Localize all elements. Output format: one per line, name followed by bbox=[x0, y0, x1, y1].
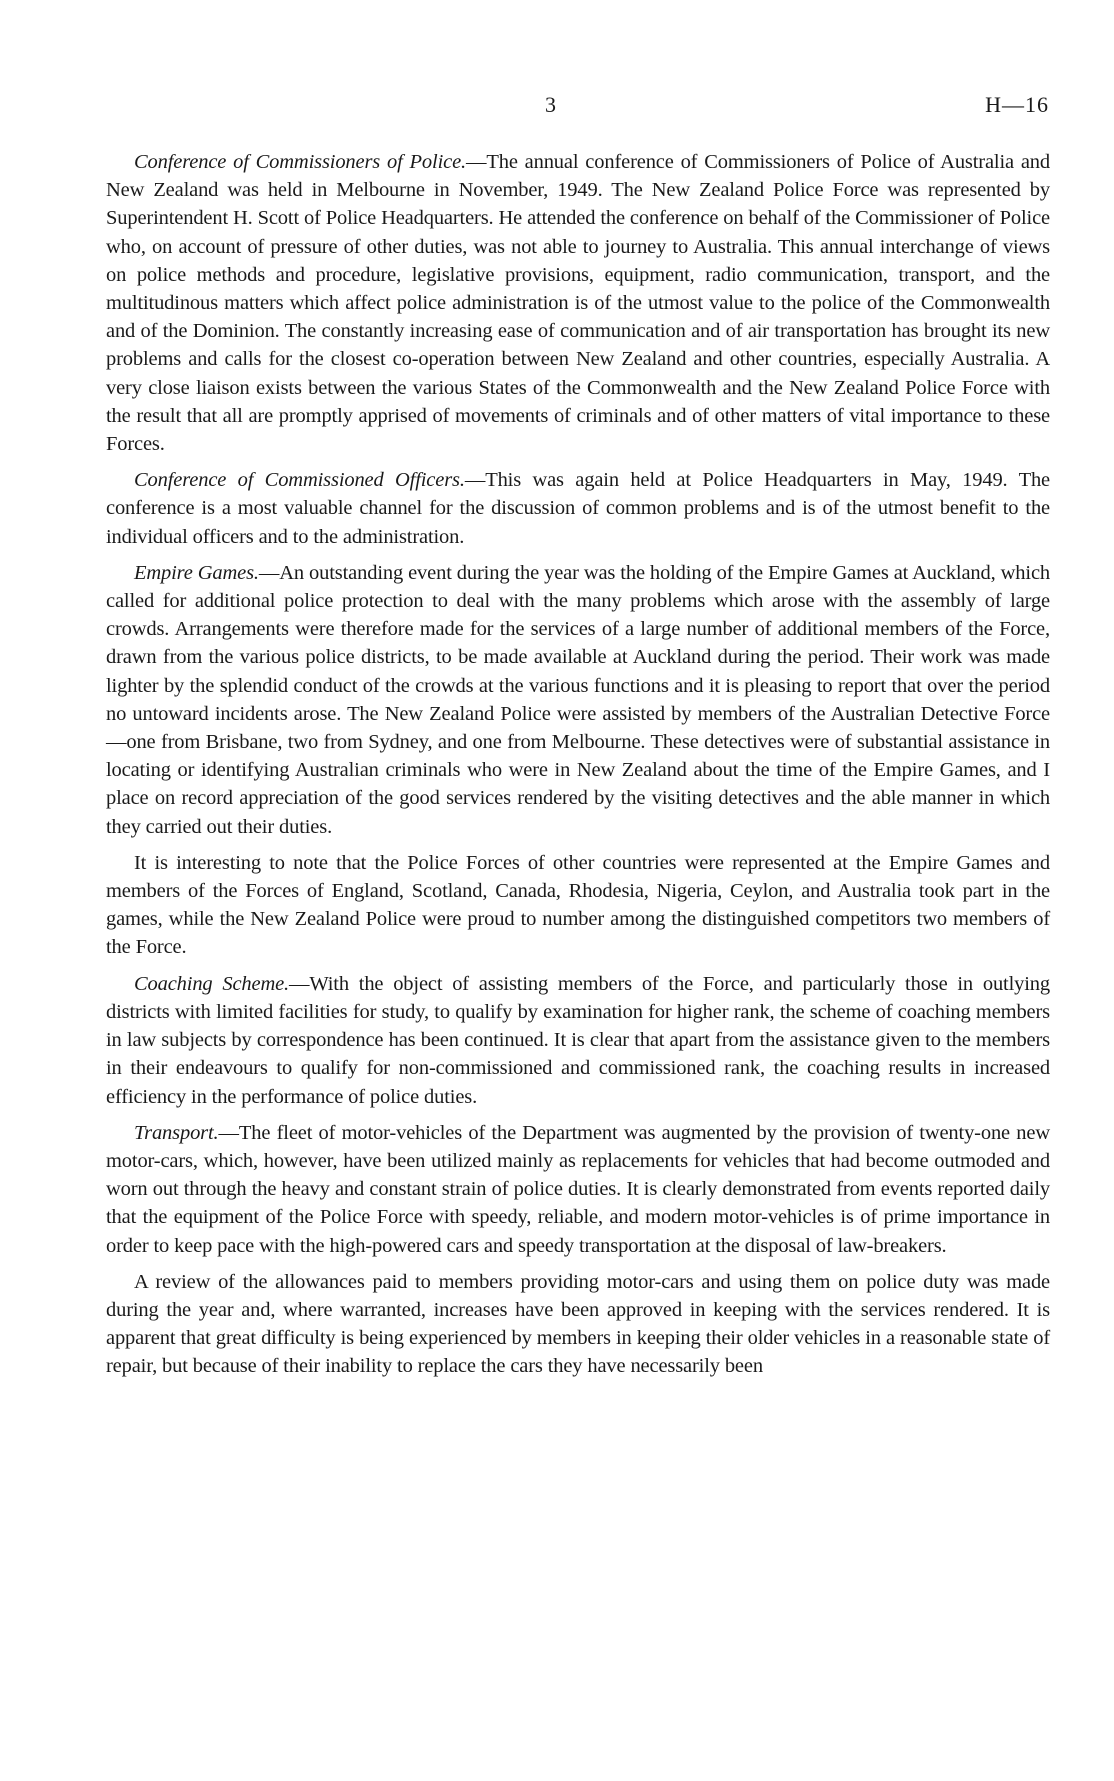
paragraph-empire-games bbox=[106, 559, 1050, 841]
report-code: H—16 bbox=[985, 92, 1049, 117]
paragraph-allowances-review bbox=[106, 1268, 1050, 1381]
paragraph-transport bbox=[106, 1119, 1050, 1260]
paragraph-officers-conference bbox=[106, 466, 1050, 551]
paragraph-heading: Conference of Commissioners of Police. bbox=[134, 151, 466, 173]
page-header bbox=[0, 92, 1114, 122]
paragraph-body: —The fleet of motor-vehicles of the Department was augmented by the provision of twenty-one new motor-cars, which, however, have been utilized mainly as replacements for vehicles that had become outmoded and worn out through the heavy and constant strain of police duties. It is clearly demonstrated from events reported daily that the equipment of the Police Force with speedy, reliable, and modern motor-vehicles is of prime importance in order to keep pace with the high-powered cars and speedy transportation at the disposal of law-breakers. bbox=[106, 1121, 1050, 1257]
body-text bbox=[106, 148, 1050, 1389]
paragraph-body: —An outstanding event during the year was the holding of the Empire Games at Auckland, which called for additional police protection to deal with the many problems which arose with the assembly of large crowds. Arrangements were therefore made for the services of a large number of additional members of the Force, drawn from the various police districts, to be made available at Auckland during the period. Their work was made lighter by the splendid conduct of the crowds at the various functions and it is pleasing to report that over the period no untoward incidents arose. The New Zealand Police were assisted by members of the Australian Detective Force—one from Brisbane, two from Sydney, and one from Melbourne. These detectives were of substantial assistance in locating or identifying Australian criminals who were in New Zealand about the time of the Empire Games, and I place on record appreciation of the good services rendered by the visiting detectives and the able manner in which they carried out their duties. bbox=[106, 561, 1050, 838]
paragraph-body: A review of the allowances paid to members providing motor-cars and using them on police duty was made during the year and, where warranted, increases have been approved in keeping with the services rendered. It is apparent that great difficulty is being experienced by members in keeping their older vehicles in a reasonable state of repair, but because of their inability to replace the cars they have necessarily been bbox=[106, 1270, 1050, 1378]
paragraph-heading: Transport. bbox=[134, 1121, 219, 1144]
paragraph-heading: Conference of Commissioned Officers. bbox=[134, 469, 465, 492]
paragraph-commissioners-conference bbox=[106, 148, 1050, 458]
paragraph-coaching-scheme bbox=[106, 970, 1050, 1111]
paragraph-empire-games-forces bbox=[106, 849, 1050, 962]
paragraph-body: —With the object of assisting members of the Force, and particularly those in outlying districts with limited facilities for study, to qualify by examination for higher rank, the scheme of coaching members in law subjects by correspondence has been continued. It is clear that apart from the assistance given to the members in their endeavours to qualify for non-commissioned and commissioned rank, the coaching results in increased efficiency in the performance of police duties. bbox=[106, 972, 1050, 1108]
paragraph-heading: Empire Games. bbox=[134, 561, 259, 584]
paragraph-body: —This was again held at Police Headquarters in May, 1949. The conference is a most valuable channel for the discussion of common problems and is of the utmost benefit to the individual officers and to the administration. bbox=[106, 469, 1050, 548]
page-number: 3 bbox=[545, 92, 556, 117]
paragraph-body: —The annual conference of Commissioners of Police of Australia and New Zealand was held in Melbourne in November, 1949. The New Zealand Police Force was represented by Superintendent H. Scott of Police Headquarters. He attended the conference on behalf of the Commissioner of Police who, on account of pressure of other duties, was not able to journey to Australia. This annual interchange of views on police methods and procedure, legislative provisions, equipment, radio communication, transport, and the multitudinous matters which affect police administration is of the utmost value to the police of the Commonwealth and of the Dominion. The constantly increasing ease of communication and of air transportation has brought its new problems and calls for the closest co-operation between New Zealand and other countries, especially Australia. A very close liaison exists between the various States of the Commonwealth and the New Zealand Police Force with the result that all are promptly apprised of movements of criminals and of other matters of vital importance to these Forces. bbox=[106, 151, 1050, 456]
paragraph-heading: Coaching Scheme. bbox=[134, 972, 290, 995]
paragraph-body: It is interesting to note that the Police Forces of other countries were represented at the Empire Games and members of the Forces of England, Scotland, Canada, Rhodesia, Nigeria, Ceylon, and Australia took part in the games, while the New Zealand Police were proud to number among the distinguished competitors two members of the Force. bbox=[106, 851, 1050, 959]
